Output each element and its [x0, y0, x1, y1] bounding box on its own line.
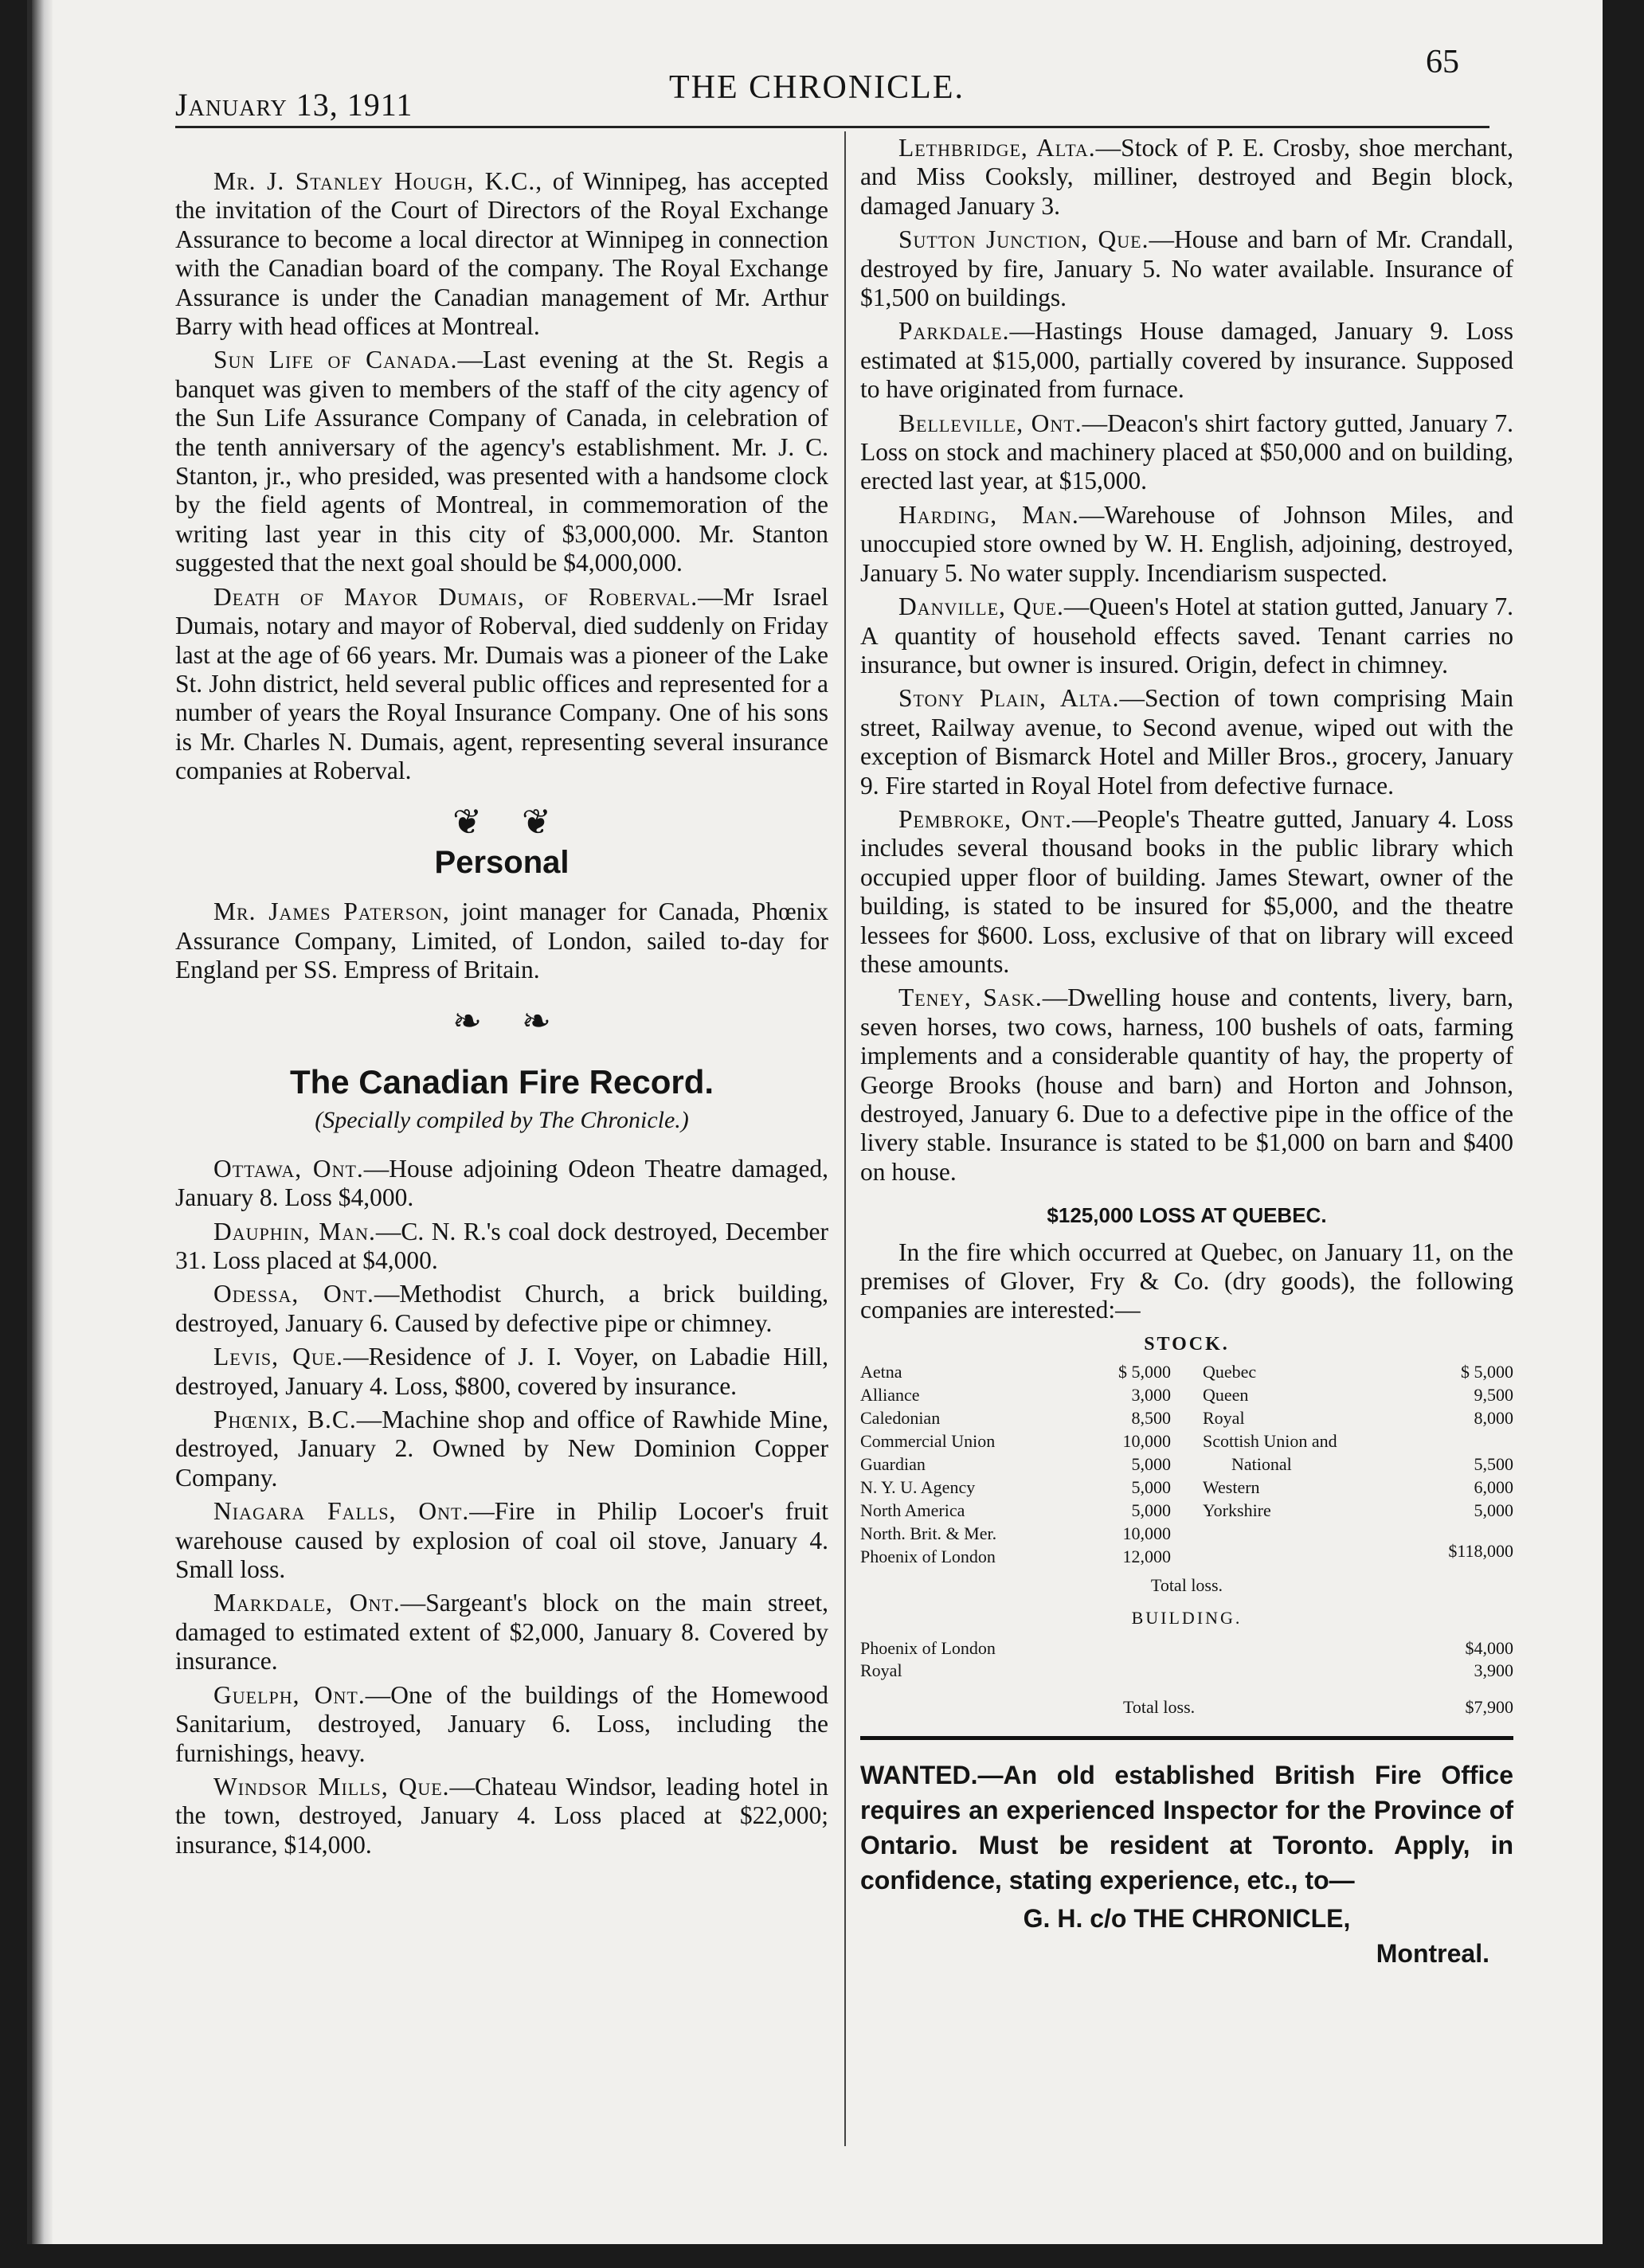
- stock-row: [860, 1383, 1171, 1406]
- ornament-divider: ❧❧: [452, 1001, 591, 1041]
- article-body: joint manager for Canada, Phœnix Assurance Company, Limited, of London, sailed to-day for England per SS. Empress of Britain.: [175, 897, 828, 984]
- fire-item: [860, 134, 1513, 221]
- fire-item: [175, 1497, 828, 1584]
- stock-row: [860, 1522, 1171, 1545]
- fire-item-place: Sutton Junction, Que.: [898, 225, 1149, 254]
- fire-item-place: Harding, Man.: [898, 500, 1079, 529]
- company-amount: 10,000: [1122, 1431, 1171, 1452]
- page-number: 65: [1426, 44, 1459, 80]
- fire-item-place: Dauphin, Man.: [213, 1217, 376, 1245]
- building-total: [860, 1693, 1513, 1722]
- company-name: Guardian: [860, 1454, 926, 1475]
- header-title: THE CHRONICLE.: [669, 69, 965, 106]
- article-lead: Mr. James Paterson,: [213, 897, 450, 926]
- company-amount: $4,000: [1465, 1638, 1513, 1659]
- fire-item: [175, 1280, 828, 1338]
- wanted-advertisement: [860, 1758, 1513, 1971]
- building-total-amount: $7,900: [1465, 1697, 1513, 1718]
- stock-row: [1203, 1360, 1513, 1383]
- fire-item-place: Niagara Falls, Ont.: [213, 1497, 470, 1526]
- stock-row: [860, 1476, 1171, 1499]
- quebec-loss-heading: $125,000 LOSS AT QUEBEC.: [1047, 1203, 1327, 1228]
- company-name: Royal: [1203, 1408, 1245, 1429]
- fire-item-body: —Section of town comprising Main street, Railway avenue, to Second avenue, wiped out with the exception of Bismarck Hotel and Miller Bros., grocery, January 9. Fire started in Royal Hotel from defective furnace.: [860, 684, 1513, 800]
- ad-body: [860, 1758, 1513, 1898]
- fire-item-place: Teney, Sask.: [898, 983, 1043, 1012]
- fire-item: [175, 1343, 828, 1401]
- article-hough: [175, 167, 828, 341]
- company-amount: 5,000: [1474, 1500, 1513, 1521]
- company-amount: $ 5,000: [1461, 1362, 1513, 1382]
- ad-lead: WANTED.: [860, 1761, 978, 1790]
- company-amount: 8,500: [1131, 1408, 1171, 1429]
- stock-row: [1203, 1476, 1513, 1499]
- building-heading: BUILDING.: [1131, 1607, 1243, 1628]
- ornament-divider: ❦❦: [452, 802, 591, 842]
- stock-total-label: Total loss.: [1150, 1575, 1223, 1596]
- stock-list-right: [1203, 1360, 1513, 1568]
- article-lead: Death of Mayor Dumais, of Roberval.: [213, 582, 699, 611]
- ad-city: Montreal.: [1376, 1939, 1489, 1969]
- fire-item-place: Odessa, Ont.: [213, 1280, 374, 1308]
- fire-item: [175, 1681, 828, 1768]
- stock-heading: STOCK.: [1144, 1333, 1230, 1355]
- stock-row: [1203, 1429, 1513, 1453]
- fire-item-place: Pembroke, Ont.: [898, 804, 1073, 833]
- stock-row: [1203, 1453, 1513, 1476]
- company-amount: 3,000: [1131, 1385, 1171, 1406]
- fire-item-body: —Chateau Windsor, leading hotel in the town, destroyed, January 4. Loss placed at $22,000; insurance, $14,000.: [175, 1772, 828, 1859]
- article-body: —Mr Israel Dumais, notary and mayor of Roberval, died suddenly on Friday last at the age of 66 years. Mr. Dumais was a pioneer of the Lake St. John district, held several public offices and represented for a number of years the Royal Insurance Company. One of his sons is Mr. Charles N. Dumais, agent, representing several insurance companies at Roberval.: [175, 582, 828, 785]
- stock-row: [860, 1499, 1171, 1522]
- fire-item: [175, 1773, 828, 1859]
- company-amount: 3,900: [1474, 1660, 1513, 1681]
- article-paterson: [175, 897, 828, 984]
- company-name: Royal: [860, 1660, 902, 1681]
- fire-item-body: —Hastings House damaged, January 9. Loss estimated at $15,000, partially covered by insurance. Supposed to have originated from furnace.: [860, 317, 1513, 404]
- company-name: Scottish Union and: [1203, 1431, 1337, 1452]
- fire-item-place: Phœnix, B.C.: [213, 1406, 357, 1434]
- column-divider: [844, 131, 846, 2146]
- fire-item-body: —Queen's Hotel at station gutted, January 7. A quantity of household effects saved. Tenant carries no insurance, but owner is insured. Origin, defect in chimney.: [860, 592, 1513, 678]
- company-amount: 6,000: [1474, 1477, 1513, 1498]
- fire-item-body: —Dwelling house and contents, livery, barn, seven horses, two cows, harness, 100 bushels of oats, farming implements and a considerable quantity of hay, the property of George Brooks (house and barn) and Horton and Johnson, destroyed, January 6. Due to a defective pipe in the office of the livery stable. Insurance is stated to be $1,000 on barn and $400 on house.: [860, 983, 1513, 1186]
- company-name: Phoenix of London: [860, 1547, 996, 1567]
- company-name: Alliance: [860, 1385, 920, 1406]
- company-amount: 5,500: [1474, 1454, 1513, 1475]
- stock-row: [860, 1453, 1171, 1476]
- company-name: Aetna: [860, 1362, 902, 1382]
- fire-item-body: —Deacon's shirt factory gutted, January 7. Loss on stock and machinery placed at $50,000 and on building, erected last year, at $15,000.: [860, 409, 1513, 495]
- stock-row: [860, 1429, 1171, 1453]
- article-body: —Last evening at the St. Regis a banquet was given to members of the staff of the city agency of the Sun Life Assurance Company of Canada, in celebration of the tenth anniversary of the agency's establishment. Mr. J. C. Stanton, jr., who presided, was presented with a handsome clock by the field agents of Montreal, in commemoration of the writing last year in this city of $3,000,000. Mr. Stanton suggested that the next goal should be $4,000,000.: [175, 346, 829, 577]
- fire-item-body: —Fire in Philip Locoer's fruit warehouse caused by explosion of coal oil stove, January 4. Small loss.: [175, 1497, 828, 1584]
- stock-row: [1203, 1406, 1513, 1429]
- company-amount: 5,000: [1131, 1454, 1171, 1475]
- fire-item-body: —Warehouse of Johnson Miles, and unoccupied store owned by W. H. English, adjoining, destroyed, January 5. No water supply. Incendiarism suspected.: [860, 500, 1513, 587]
- company-amount: 12,000: [1122, 1547, 1171, 1567]
- fire-item-body: —House adjoining Odeon Theatre damaged, January 8. Loss $4,000.: [175, 1154, 828, 1212]
- company-name: Western: [1203, 1477, 1260, 1498]
- fire-item-place: Markdale, Ont.: [213, 1589, 401, 1617]
- fire-record-subtitle: (Specially compiled by The Chronicle.): [315, 1107, 689, 1134]
- company-amount: [1434, 1429, 1513, 1453]
- fire-item-body: —Sargeant's block on the main street, damaged to estimated extent of $2,000, January 8. Covered by insurance.: [175, 1589, 829, 1676]
- stock-table: [860, 1360, 1513, 1568]
- fire-item-place: Danville, Que.: [898, 592, 1064, 621]
- company-name: Yorkshire: [1203, 1500, 1271, 1521]
- stock-row: [1203, 1383, 1513, 1406]
- fire-item-body: —Residence of J. I. Voyer, on Labadie Hill, destroyed, January 4. Loss, $800, covered by insurance.: [175, 1343, 828, 1400]
- company-amount: $ 5,000: [1118, 1362, 1171, 1382]
- company-name: North America: [860, 1500, 965, 1521]
- stock-row: [860, 1545, 1171, 1568]
- fire-item-body: —Methodist Church, a brick building, destroyed, January 6. Caused by defective pipe or chimney.: [175, 1280, 828, 1337]
- company-amount: 8,000: [1474, 1408, 1513, 1429]
- binding-edge: [32, 0, 53, 2244]
- fire-item: [860, 501, 1513, 588]
- fire-item-place: Belleville, Ont.: [898, 409, 1082, 437]
- stock-row: [860, 1360, 1171, 1383]
- building-row: [860, 1660, 1513, 1682]
- company-name: North. Brit. & Mer.: [860, 1523, 997, 1544]
- fire-item-place: Ottawa, Ont.: [213, 1154, 364, 1183]
- personal-heading: Personal: [434, 844, 570, 880]
- header-date: January 13, 1911: [175, 87, 413, 123]
- building-total-label: Total loss.: [1123, 1697, 1196, 1718]
- fire-item: [175, 1155, 828, 1213]
- article-dumais: [175, 583, 828, 786]
- fire-item: [175, 1406, 828, 1492]
- newspaper-page: [27, 0, 1603, 2244]
- article-lead: Mr. J. Stanley Hough, K.C.,: [213, 167, 543, 195]
- fire-item: [860, 592, 1513, 679]
- fire-item: [175, 1218, 828, 1276]
- fire-item: [860, 684, 1513, 800]
- fire-item: [175, 1589, 828, 1676]
- fire-item-body: —Stock of P. E. Crosby, shoe merchant, and Miss Cooksly, milliner, destroyed and Begin block, damaged January 3.: [860, 134, 1513, 220]
- fire-item-place: Guelph, Ont.: [213, 1680, 366, 1709]
- article-body: of Winnipeg, has accepted the invitation of the Court of Directors of the Royal Exchange Assurance to become a local director at Winnipeg in connection with the Canadian board of the company. The Royal Exchange Assurance is under the Canadian management of Mr. Arthur Barry with head offices at Montreal.: [175, 167, 828, 341]
- company-name: Caledonian: [860, 1408, 941, 1429]
- fire-item-place: Windsor Mills, Que.: [213, 1772, 450, 1801]
- ad-contact: G. H. c/o THE CHRONICLE,: [1023, 1904, 1351, 1934]
- right-column: [860, 134, 1513, 1971]
- company-name: Queen: [1203, 1385, 1249, 1406]
- company-name: Commercial Union: [860, 1431, 996, 1452]
- company-name: National: [1231, 1454, 1292, 1475]
- fire-item: [860, 317, 1513, 404]
- fire-item-place: Parkdale.: [898, 317, 1010, 346]
- fire-item-body: —C. N. R.'s coal dock destroyed, December 31. Loss placed at $4,000.: [175, 1217, 828, 1274]
- article-sun-life: [175, 346, 828, 577]
- stock-total: $118,000: [1448, 1541, 1513, 1562]
- fire-item-place: Lethbridge, Alta.: [898, 134, 1096, 162]
- company-amount: 5,000: [1131, 1500, 1171, 1521]
- company-name: N. Y. U. Agency: [860, 1477, 976, 1498]
- stock-row: [860, 1406, 1171, 1429]
- fire-item-body: —One of the buildings of the Homewood Sanitarium, destroyed, January 6. Loss, including the furnishings, heavy.: [175, 1680, 828, 1767]
- stock-row: [1203, 1499, 1513, 1522]
- company-amount: 9,500: [1474, 1385, 1513, 1406]
- fire-item-body: —Machine shop and office of Rawhide Mine, destroyed, January 2. Owned by New Dominion Copper Company.: [175, 1406, 828, 1492]
- fire-item-body: —People's Theatre gutted, January 4. Loss includes several thousand books in the public library which occupied upper floor of building. James Stewart, owner of the building, is stated to be insured for $5,000, and the theatre lessees for $600. Loss, exclusive of that on library will exceed these amounts.: [860, 804, 1514, 978]
- fire-item: [860, 983, 1513, 1187]
- company-amount: 10,000: [1122, 1523, 1171, 1544]
- fire-item-place: Stony Plain, Alta.: [898, 684, 1120, 713]
- advertisement-rule: [860, 1736, 1513, 1740]
- header-rule: [175, 126, 1489, 128]
- quebec-intro: In the fire which occurred at Quebec, on January 11, on the premises of Glover, Fry & Co. (dry goods), the following companies are interested:—: [860, 1238, 1513, 1324]
- company-amount: 5,000: [1131, 1477, 1171, 1498]
- fire-record-heading: The Canadian Fire Record.: [289, 1062, 714, 1101]
- fire-item: [860, 805, 1513, 979]
- article-lead: Sun Life of Canada.: [213, 346, 458, 374]
- fire-item: [860, 409, 1513, 496]
- fire-item-place: Levis, Que.: [213, 1343, 344, 1371]
- building-row: [860, 1637, 1513, 1660]
- ad-text: —An old established British Fire Office requires an experienced Inspector for the Province of Ontario. Must be resident at Toronto. Apply, in confidence, stating experience, etc., to—: [860, 1761, 1513, 1895]
- company-name: Phoenix of London: [860, 1638, 996, 1659]
- company-name: Quebec: [1203, 1362, 1257, 1382]
- fire-item: [860, 225, 1513, 312]
- left-column: [175, 167, 828, 1864]
- stock-list-left: [860, 1360, 1171, 1568]
- fire-item-body: —House and barn of Mr. Crandall, destroyed by fire, January 5. No water available. Insurance of $1,500 on buildings.: [860, 225, 1514, 312]
